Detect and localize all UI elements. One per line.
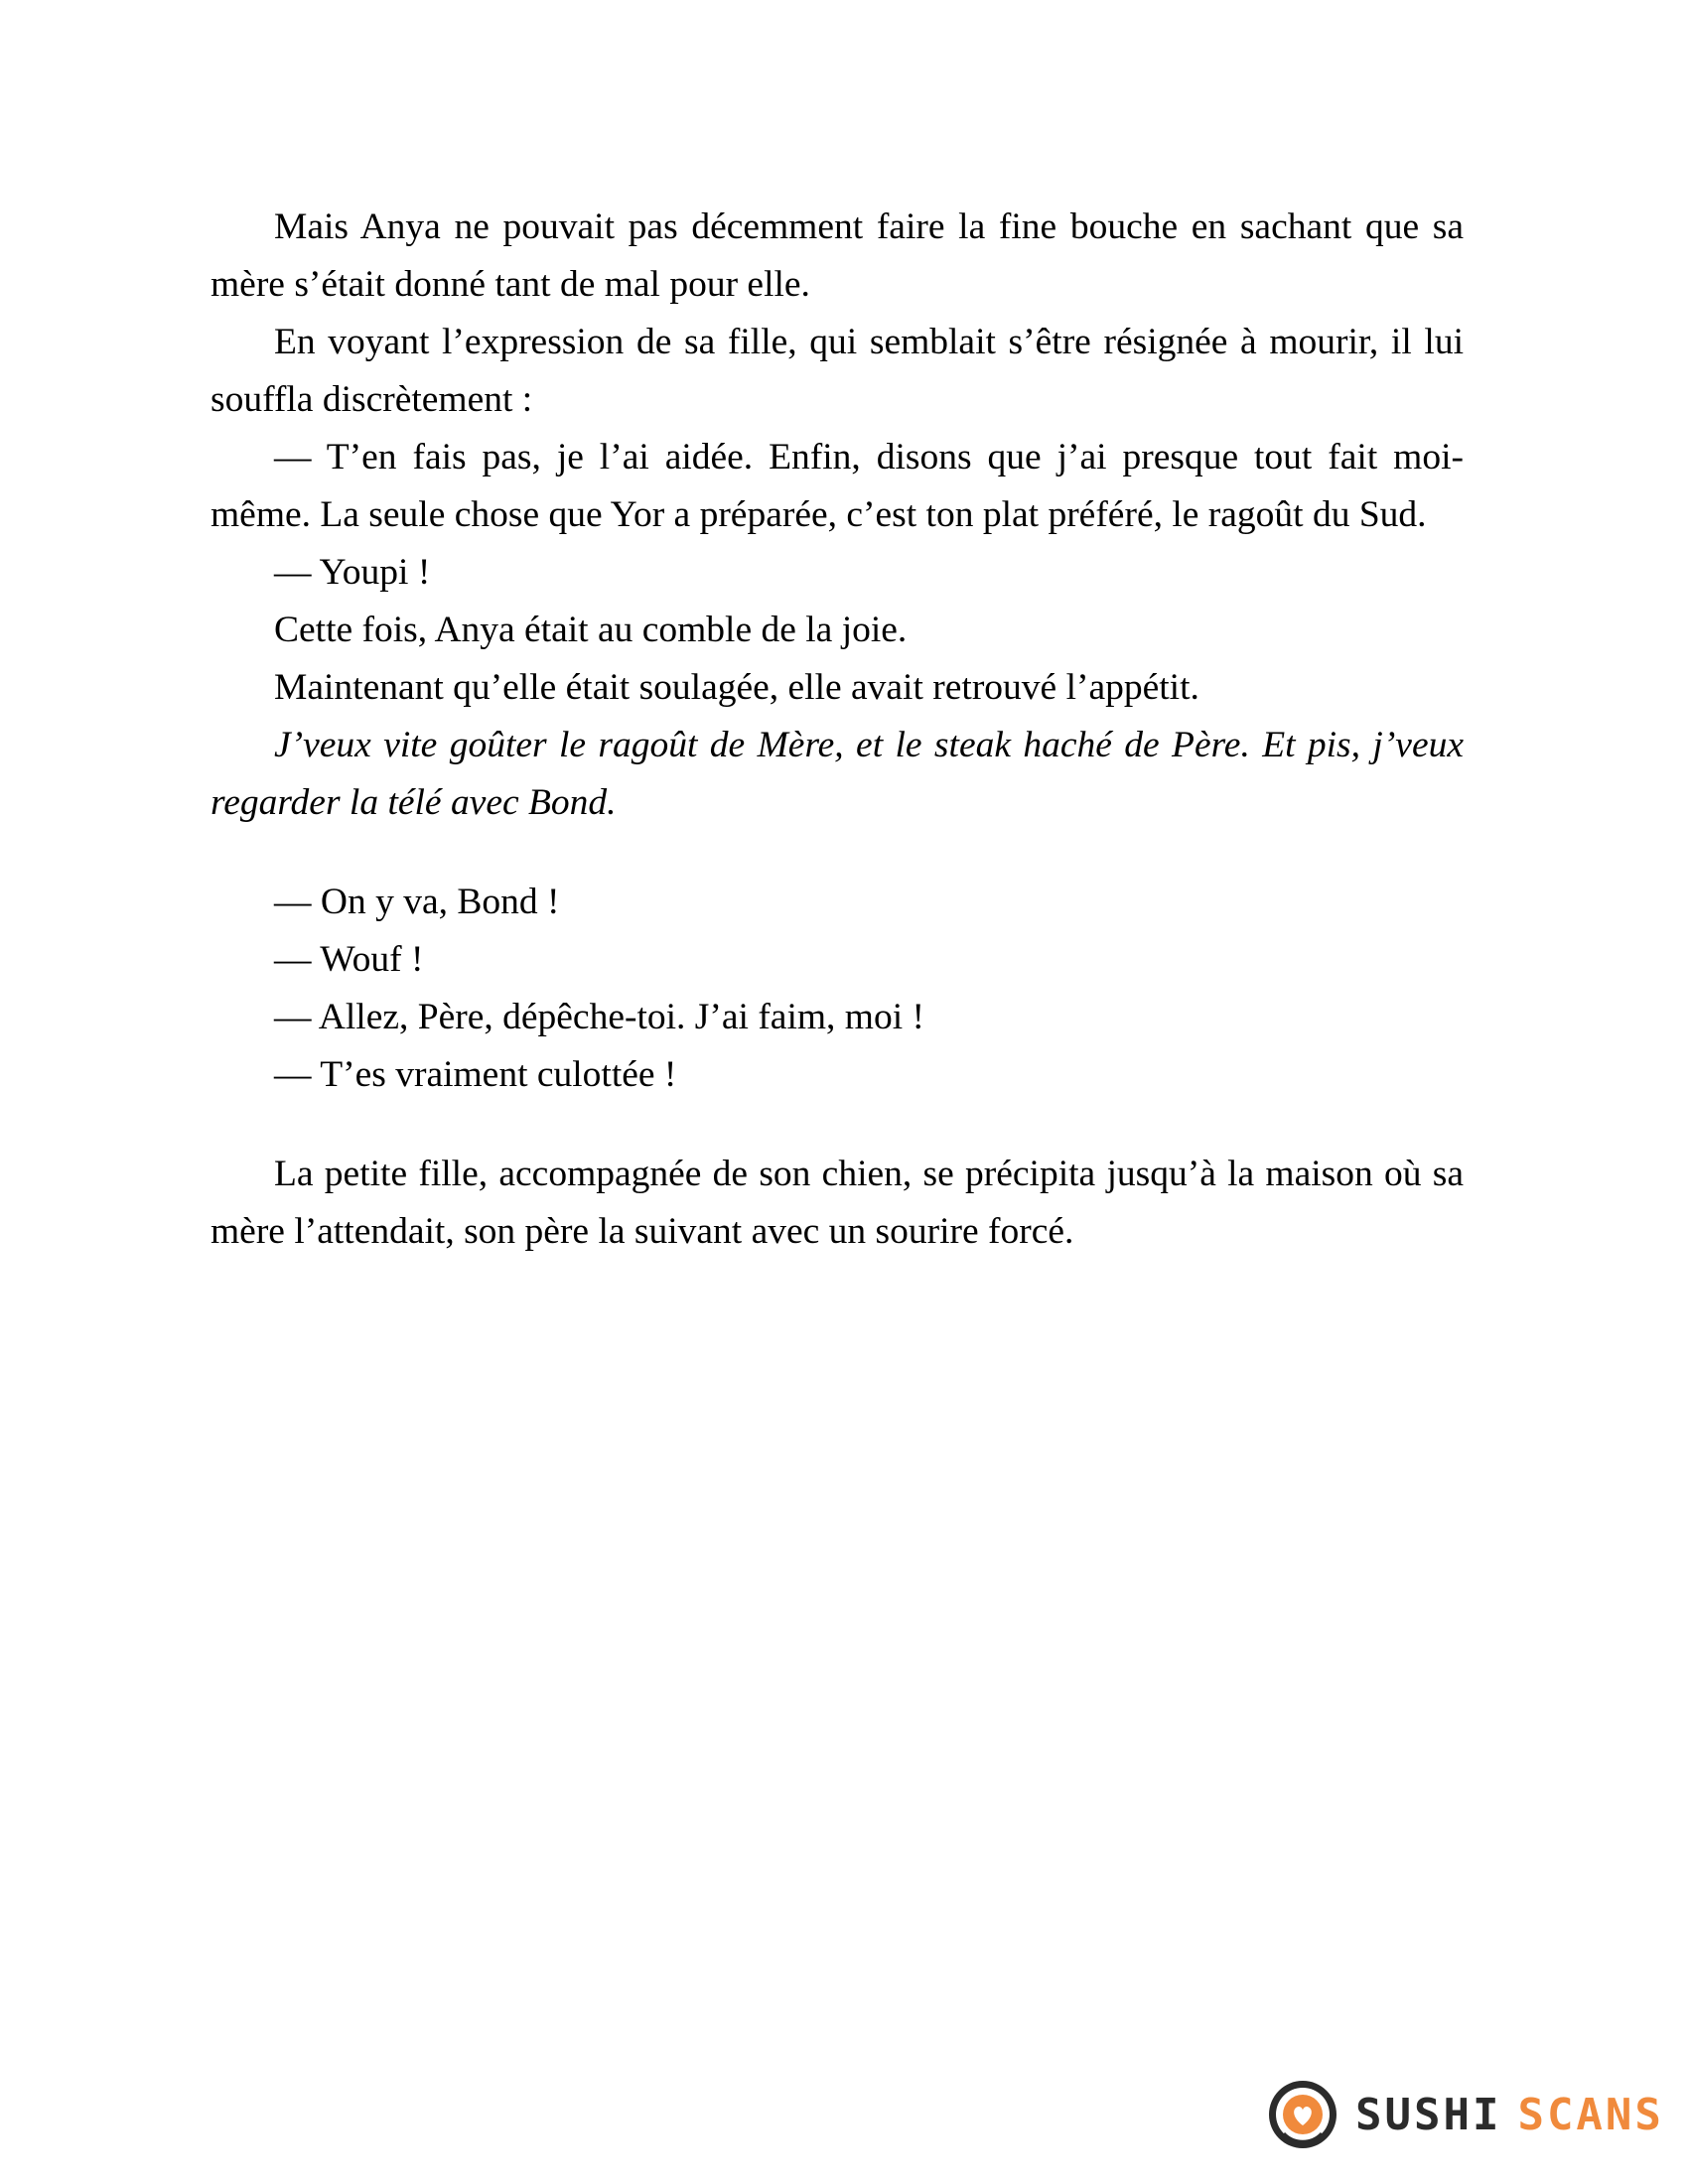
dialogue-line-1: — T’en fais pas, je l’ai aidée. Enfin, disons que j’ai presque tout fait moi-même. La seule chose que Yor a préparée, c’est ton plat préféré, le ragoût du Sud. — [211, 437, 1464, 535]
paragraph-5: La petite fille, accompagnée de son chien, se précipita jusqu’à la maison où sa mère l’attendait, son père la suivant avec un sourire forcé. — [211, 1154, 1464, 1252]
watermark-logo — [1266, 2070, 1664, 2159]
paragraph-2: En voyant l’expression de sa fille, qui semblait s’être résignée à mourir, il lui souffla discrètement : — [211, 322, 1464, 420]
watermark-word-1: SUSHI — [1355, 2089, 1502, 2140]
paragraph-3: Cette fois, Anya était au comble de la joie. — [274, 610, 908, 650]
dialogue-line-3: — On y va, Bond ! — [274, 882, 560, 922]
inner-thought: J’veux vite goûter le ragoût de Mère, et le steak haché de Père. Et pis, j’veux regarder la télé avec Bond. — [211, 725, 1464, 823]
watermark-text — [1355, 2090, 1664, 2140]
dialogue-line-4: — Wouf ! — [274, 939, 424, 980]
dialogue-line-5: — Allez, Père, dépêche-toi. J’ai faim, moi ! — [274, 997, 924, 1037]
page-body — [211, 199, 1464, 1261]
dialogue-line-6: — T’es vraiment culottée ! — [274, 1054, 677, 1095]
dialogue-line-2: — Youpi ! — [274, 552, 431, 593]
paragraph-1: Mais Anya ne pouvait pas décemment faire la fine bouche en sachant que sa mère s’était donné tant de mal pour elle. — [211, 206, 1464, 305]
paragraph-4: Maintenant qu’elle était soulagée, elle avait retrouvé l’appétit. — [274, 667, 1199, 708]
watermark-word-2: SCANS — [1517, 2089, 1664, 2140]
sushi-logo-icon — [1266, 2078, 1339, 2151]
